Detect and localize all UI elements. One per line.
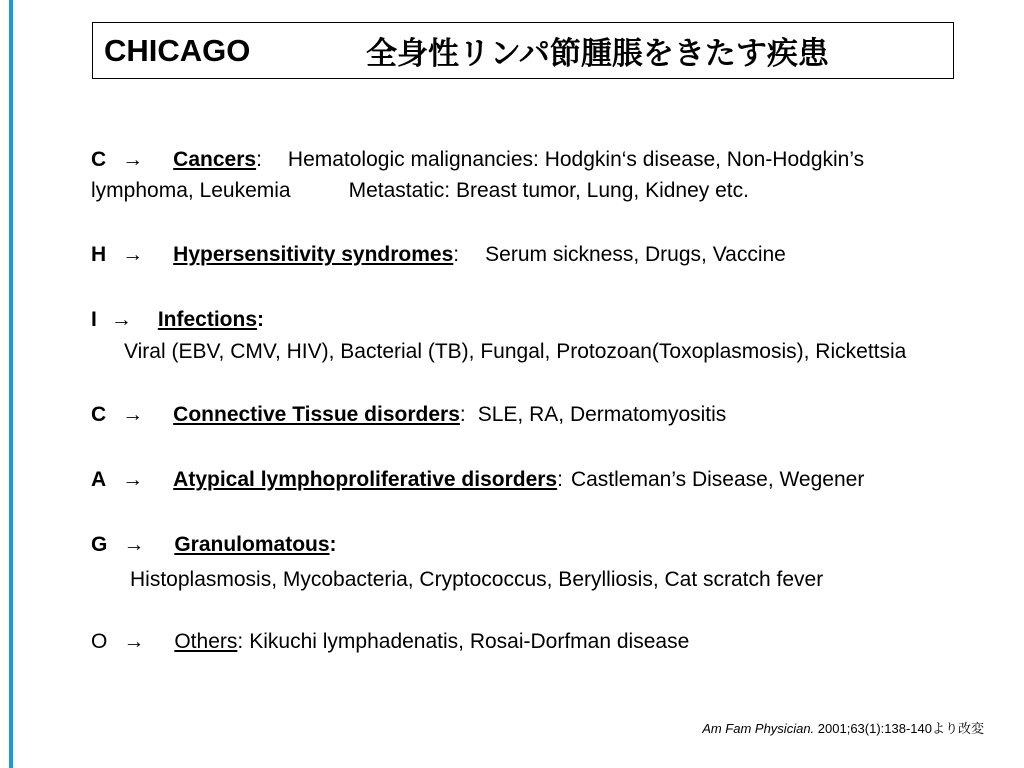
title-acronym: CHICAGO xyxy=(104,32,251,68)
entry-desc: Castleman’s Disease, Wegener xyxy=(570,468,865,491)
arrow-icon: → xyxy=(123,533,145,556)
entry-line2: Viral (EBV, CMV, HIV), Bacterial (TB), Fungal, Protozoan(Toxoplasmosis), Rickettsia xyxy=(124,340,907,363)
entry-heading: Infections xyxy=(157,308,258,331)
entry-connective-tissue xyxy=(91,399,1004,430)
entry-colon: : xyxy=(329,533,337,556)
arrow-icon: → xyxy=(122,468,144,491)
arrow-icon: → xyxy=(110,308,132,331)
citation-journal: Am Fam Physician. xyxy=(702,721,815,736)
entry-infections xyxy=(91,304,1004,335)
title-subtitle: 全身性リンパ節腫脹をきたす疾患 xyxy=(366,36,829,72)
entry-heading: Granulomatous xyxy=(174,533,330,556)
entry-cancers-line2 xyxy=(91,175,749,206)
entry-granulomatous-line2 xyxy=(130,564,823,595)
entry-letter: C xyxy=(91,148,107,171)
entry-letter: H xyxy=(91,243,107,266)
entry-heading: Cancers xyxy=(173,148,257,171)
entry-desc: Hematologic malignancies: Hodgkin‘s disease, Non-Hodgkin’s xyxy=(287,148,865,171)
arrow-icon: → xyxy=(123,630,145,653)
entry-colon: : xyxy=(256,148,262,171)
entry-colon: : xyxy=(459,403,466,426)
arrow-icon: → xyxy=(122,243,144,266)
citation xyxy=(702,718,984,737)
entry-granulomatous xyxy=(91,529,1004,560)
entry-others xyxy=(91,626,1004,657)
slide-title xyxy=(92,22,954,79)
entry-cancers xyxy=(91,144,1004,175)
arrow-icon: → xyxy=(122,403,144,426)
entry-line2b: Metastatic: Breast tumor, Lung, Kidney etc. xyxy=(348,179,749,202)
entry-hypersensitivity xyxy=(91,239,1004,270)
entry-desc: Serum sickness, Drugs, Vaccine xyxy=(485,243,786,266)
entry-letter: G xyxy=(91,533,108,556)
entry-line2: Histoplasmosis, Mycobacteria, Cryptococcus, Berylliosis, Cat scratch fever xyxy=(130,568,824,591)
entry-colon: : xyxy=(257,308,265,331)
entry-letter: I xyxy=(91,308,97,331)
entry-line2: lymphoma, Leukemia xyxy=(91,179,291,202)
entry-desc: Kikuchi lymphadenatis, Rosai-Dorfman disease xyxy=(249,630,690,653)
arrow-icon: → xyxy=(122,148,144,171)
entry-atypical xyxy=(91,464,1004,495)
entry-desc: SLE, RA, Dermatomyositis xyxy=(477,403,727,426)
entry-heading: Atypical lymphoproliferative disorders xyxy=(173,468,558,491)
citation-ref: 2001;63(1):138-140より改変 xyxy=(814,721,984,736)
entry-letter: C xyxy=(91,403,107,426)
entry-colon: : xyxy=(453,243,460,266)
entry-colon: : xyxy=(237,630,244,653)
entry-letter: O xyxy=(91,630,108,653)
accent-bar xyxy=(9,0,13,768)
entry-heading: Hypersensitivity syndromes xyxy=(173,243,454,266)
entry-letter: A xyxy=(91,468,107,491)
entry-heading: Others xyxy=(174,630,238,653)
entry-infections-line2 xyxy=(124,336,906,367)
entry-heading: Connective Tissue disorders xyxy=(173,403,460,426)
entry-colon: : xyxy=(557,468,563,491)
